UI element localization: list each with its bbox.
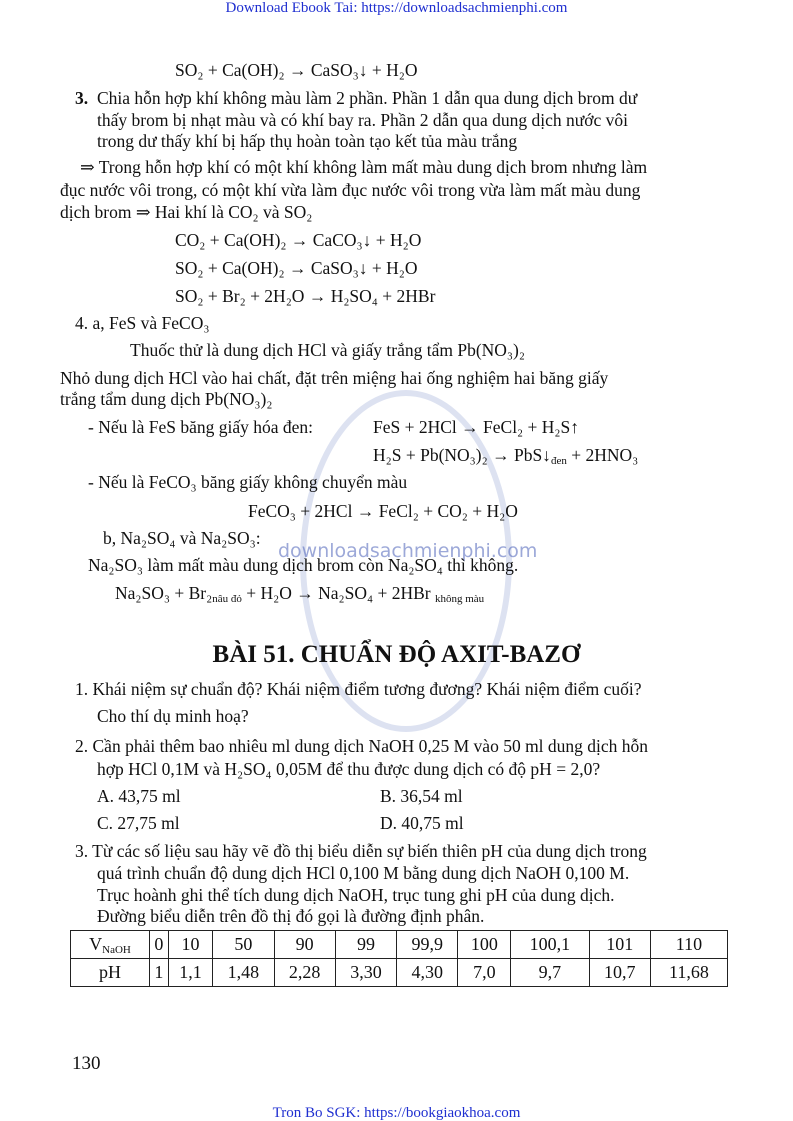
question-line: quá trình chuẩn độ dung dịch HCl 0,100 M bằng dung dịch NaOH 0,100 M. bbox=[97, 863, 630, 883]
question-line: hợp HCl 0,1M và H₂SO₄ 0,05M để thu được dung dịch có độ pH = 2,0? bbox=[97, 759, 601, 779]
option-b: B. 36,54 ml bbox=[380, 786, 463, 806]
paragraph-line: trắng tẩm dung dịch Pb(NO₃)₂ bbox=[60, 389, 273, 409]
table-cell: 110 bbox=[650, 931, 727, 959]
row-header: pH bbox=[71, 959, 150, 987]
section-title: BÀI 51. CHUẨN ĐỘ AXIT-BAZƠ bbox=[212, 641, 581, 668]
table-cell: 1,1 bbox=[168, 959, 212, 987]
equation-part: H₂S + Pb(NO₃)₂ → PbS↓ bbox=[373, 445, 551, 465]
titration-table bbox=[70, 930, 728, 987]
question-line: 2. Cần phải thêm bao nhiêu ml dung dịch NaOH 0,25 M vào 50 ml dung dịch hỗn bbox=[75, 736, 649, 756]
table-cell: 4,30 bbox=[397, 959, 458, 987]
question-line: 1. Khái niệm sự chuẩn độ? Khái niệm điểm tương đương? Khái niệm điểm cuối? bbox=[75, 679, 642, 699]
table-cell: 9,7 bbox=[511, 959, 589, 987]
question-line: Cho thí dụ minh hoạ? bbox=[97, 706, 249, 726]
paragraph-line: - Nếu là FeS băng giấy hóa đen: bbox=[88, 417, 314, 437]
watermark-text: downloadsachmienphi.com bbox=[278, 540, 538, 562]
equation: SO₂ + Ca(OH)₂ → CaSO₃↓ + H₂O bbox=[175, 60, 418, 80]
table-row bbox=[71, 959, 728, 987]
equation: FeS + 2HCl → FeCl₂ + H₂S↑ bbox=[373, 417, 580, 437]
equation bbox=[115, 582, 484, 610]
item-number: 3. bbox=[75, 88, 89, 108]
equation: SO₂ + Ca(OH)₂ → CaSO₃↓ + H₂O bbox=[175, 258, 418, 278]
equation-subscript: đen bbox=[550, 455, 567, 467]
paragraph-line: Chia hỗn hợp khí không màu làm 2 phần. Phần 1 dẫn qua dung dịch brom dư bbox=[97, 88, 638, 108]
page-number: 130 bbox=[72, 1053, 101, 1074]
equation-part: Na₂SO₃ + Br₂ bbox=[115, 583, 213, 603]
question-line: Đường biểu diễn trên đồ thị đó gọi là đường định phân. bbox=[97, 906, 485, 926]
table-cell: 7,0 bbox=[458, 959, 511, 987]
header-subscript: NaOH bbox=[102, 943, 131, 956]
table-cell: 50 bbox=[213, 931, 274, 959]
table-cell: 1 bbox=[150, 959, 169, 987]
row-header bbox=[71, 931, 150, 959]
paragraph-line: - Nếu là FeCO₃ băng giấy không chuyển màu bbox=[88, 472, 408, 492]
equation: SO₂ + Br₂ + 2H₂O → H₂SO₄ + 2HBr bbox=[175, 286, 436, 306]
paragraph-line: b, Na₂SO₄ và Na₂SO₃: bbox=[103, 528, 261, 548]
equation: FeCO₃ + 2HCl → FeCl₂ + CO₂ + H₂O bbox=[248, 501, 518, 521]
equation-subscript: không màu bbox=[434, 593, 485, 605]
table-cell: 10 bbox=[168, 931, 212, 959]
equation-subscript: nâu đỏ bbox=[212, 593, 242, 605]
table-cell: 1,48 bbox=[213, 959, 274, 987]
paragraph-line: Na₂SO₃ làm mất màu dung dịch brom còn Na₂SO₄ thì không. bbox=[88, 555, 519, 575]
paragraph-line: ⇒ Trong hỗn hợp khí có một khí không làm mất màu dung dịch brom nhưng làm bbox=[80, 157, 648, 177]
paragraph-line: đục nước vôi trong, có một khí vừa làm đục nước vôi trong vừa làm mất màu dung bbox=[60, 180, 641, 200]
equation bbox=[373, 444, 638, 472]
option-d: D. 40,75 ml bbox=[380, 813, 464, 833]
table-cell: 2,28 bbox=[274, 959, 335, 987]
option-a: A. 43,75 ml bbox=[97, 786, 181, 806]
paragraph-line: dịch brom ⇒ Hai khí là CO₂ và SO₂ bbox=[60, 202, 313, 222]
equation: CO₂ + Ca(OH)₂ → CaCO₃↓ + H₂O bbox=[175, 230, 422, 250]
table-cell: 100 bbox=[458, 931, 511, 959]
question-line: 3. Từ các số liệu sau hãy vẽ đồ thị biểu diễn sự biến thiên pH của dung dịch trong bbox=[75, 841, 647, 861]
option-c: C. 27,75 ml bbox=[97, 813, 180, 833]
paragraph-line: Nhỏ dung dịch HCl vào hai chất, đặt trên miệng hai ống nghiệm hai băng giấy bbox=[60, 368, 609, 388]
paragraph-line: trong dư thấy khí bị hấp thụ hoàn toàn tạo kết tủa màu trắng bbox=[97, 131, 518, 151]
equation-part: + 2HNO₃ bbox=[571, 445, 639, 465]
question-line: Trục hoành ghi thể tích dung dịch NaOH, trục tung ghi pH của dung dịch. bbox=[97, 885, 615, 905]
table-cell: 3,30 bbox=[335, 959, 396, 987]
footer-link[interactable]: Tron Bo SGK: https://bookgiaokhoa.com bbox=[272, 1105, 521, 1121]
paragraph-line: 4. a, FeS và FeCO₃ bbox=[75, 313, 210, 333]
table-cell: 100,1 bbox=[511, 931, 589, 959]
table-cell: 11,68 bbox=[650, 959, 727, 987]
header-link[interactable]: Download Ebook Tai: https://downloadsachmienphi.com bbox=[225, 0, 568, 16]
table-cell: 0 bbox=[150, 931, 169, 959]
paragraph-line: thấy brom bị nhạt màu và có khí bay ra. Phần 2 dẫn qua dung dịch nước vôi bbox=[97, 110, 628, 130]
table-cell: 90 bbox=[274, 931, 335, 959]
table-cell: 10,7 bbox=[589, 959, 650, 987]
table-cell: 99,9 bbox=[397, 931, 458, 959]
table-cell: 99 bbox=[335, 931, 396, 959]
table-row bbox=[71, 931, 728, 959]
header-text: V bbox=[89, 933, 103, 954]
equation-part: + H₂O → Na₂SO₄ + 2HBr bbox=[246, 583, 431, 603]
table-cell: 101 bbox=[589, 931, 650, 959]
paragraph-line: Thuốc thử là dung dịch HCl và giấy trắng tẩm Pb(NO₃)₂ bbox=[130, 340, 525, 360]
